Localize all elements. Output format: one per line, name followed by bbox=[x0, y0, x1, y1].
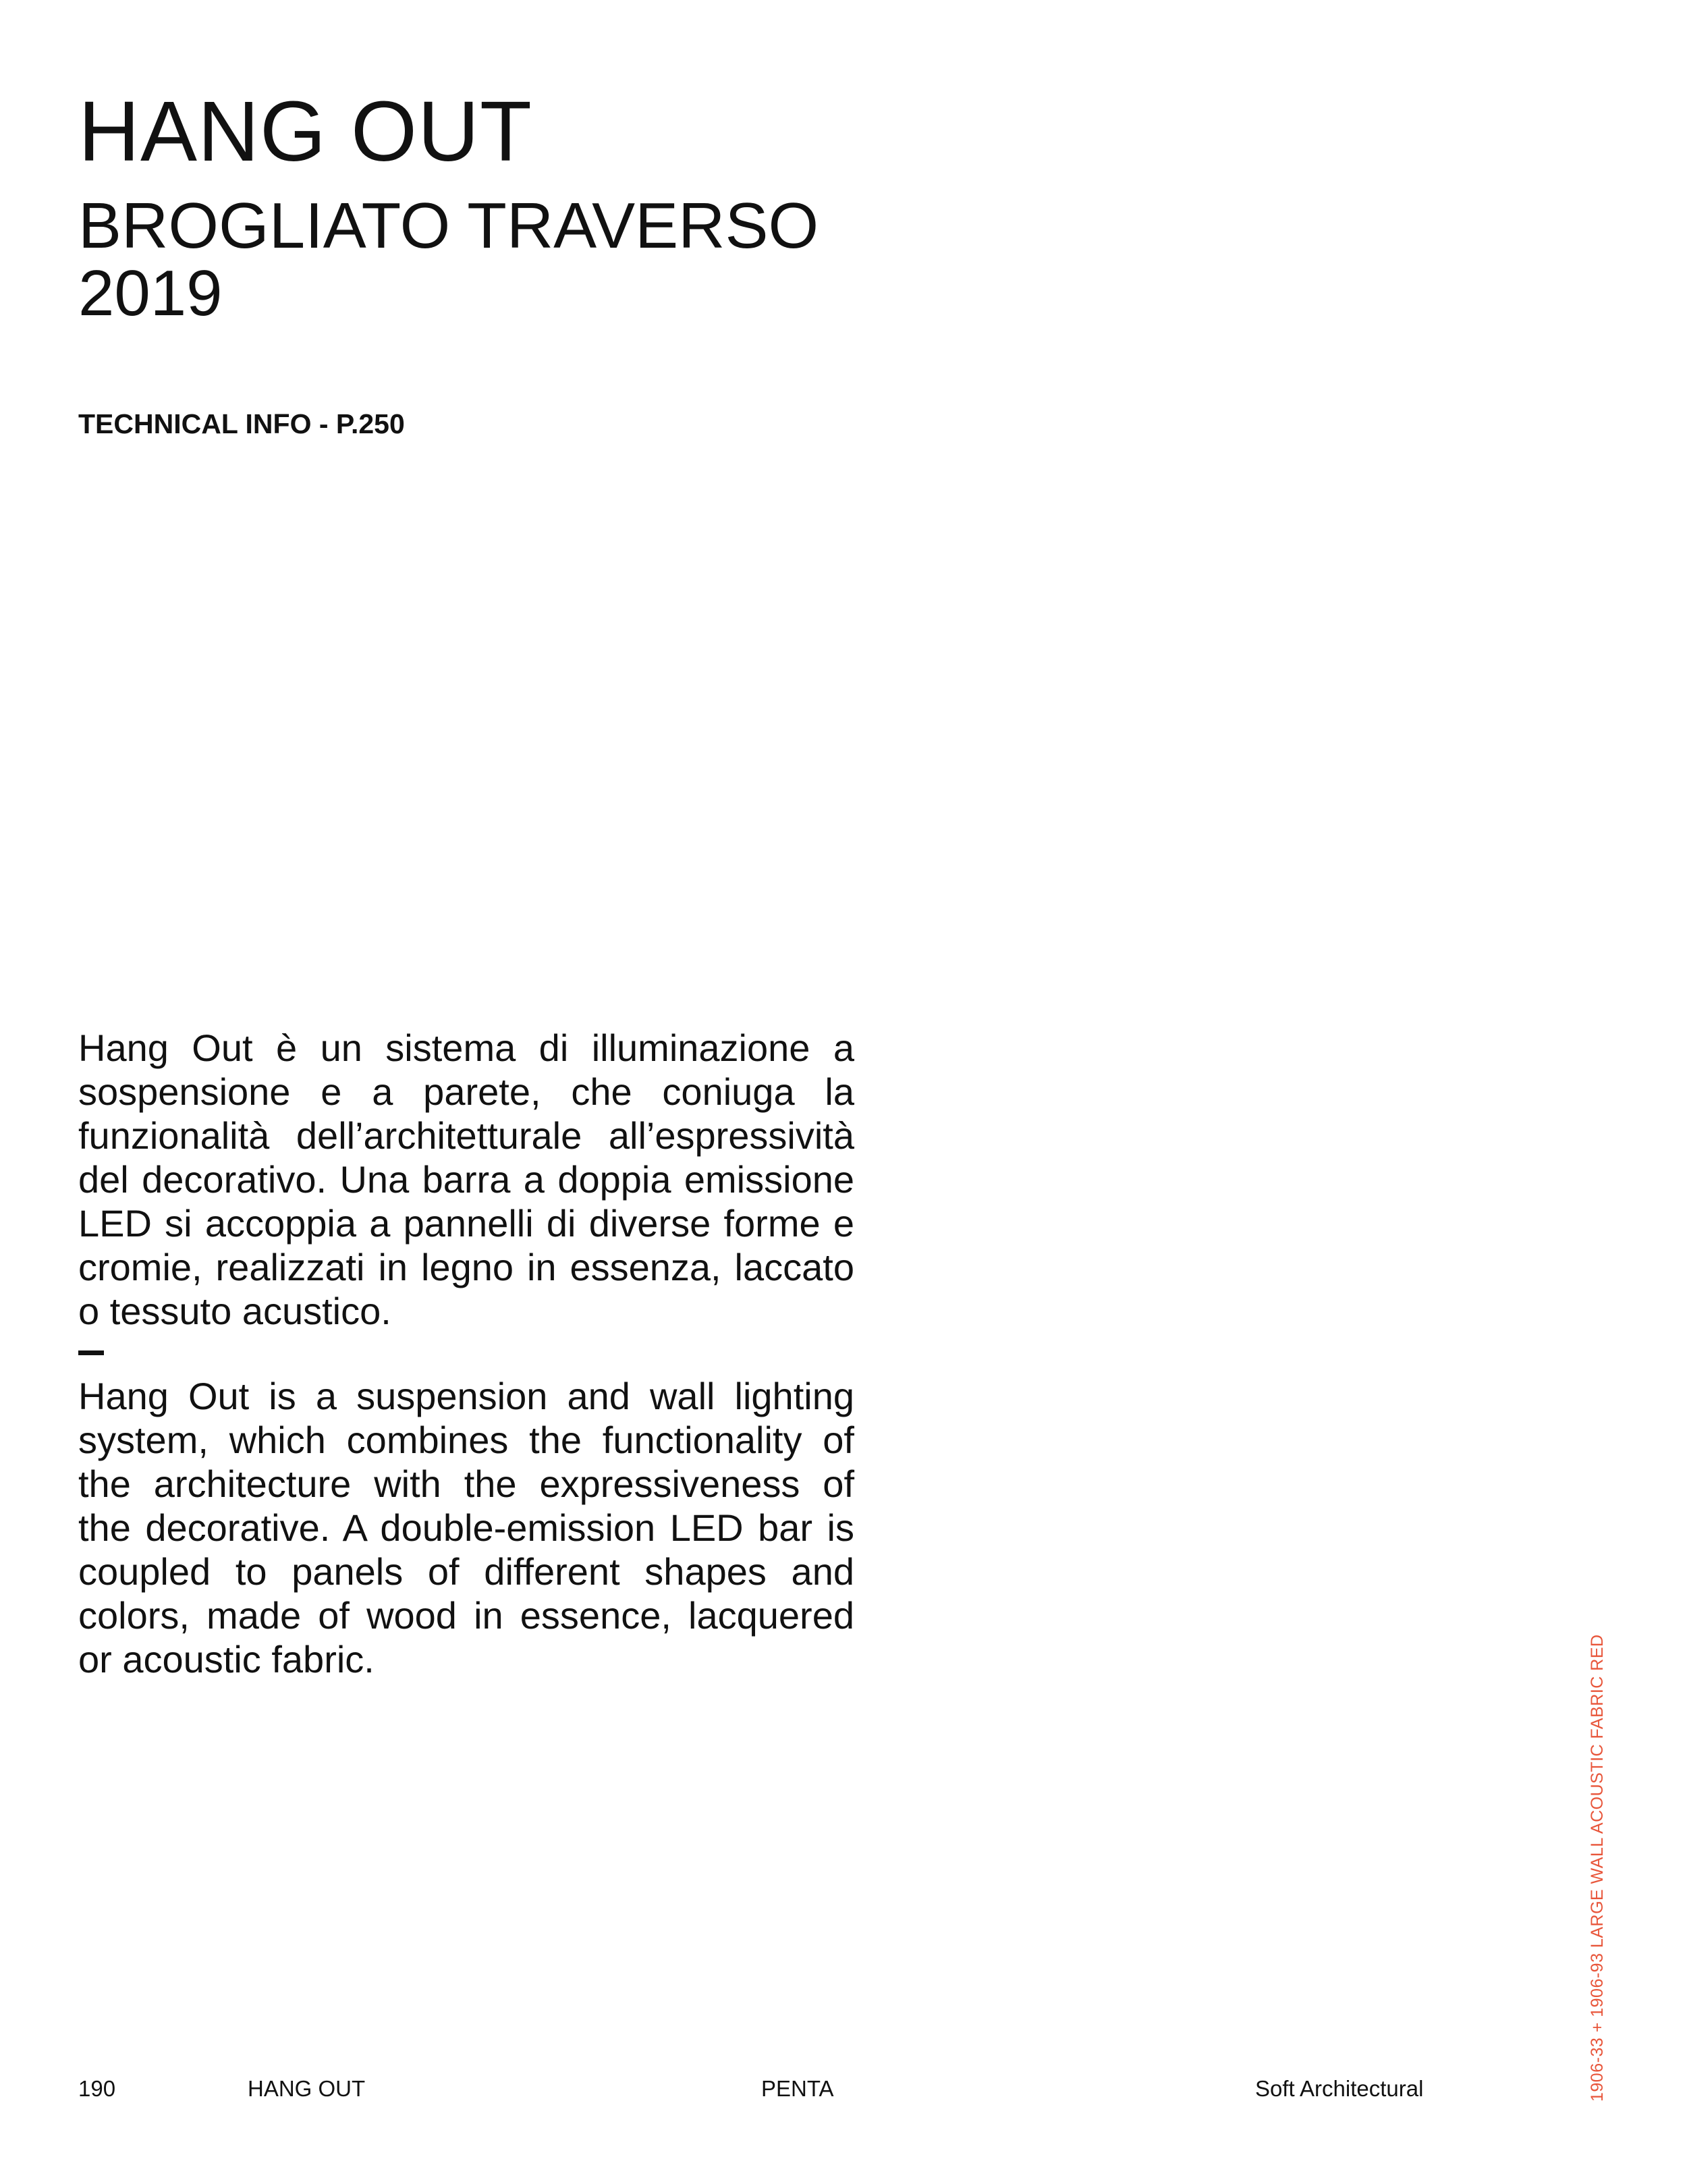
page-number: 190 bbox=[78, 2076, 116, 2101]
footer-product: HANG OUT bbox=[248, 2076, 366, 2101]
technical-info-link[interactable]: TECHNICAL INFO - P.250 bbox=[78, 408, 405, 439]
year: 2019 bbox=[78, 257, 223, 329]
footer-section: Soft Architectural bbox=[1255, 2076, 1424, 2101]
footer-brand: PENTA bbox=[761, 2076, 834, 2101]
designer-name: BROGLIATO TRAVERSO bbox=[78, 190, 819, 262]
description-english: Hang Out is a suspension and wall lighting system, which combines the functionality of the architecture with the expressiveness of the decorative. A double-emission LED bar is coupled to panels of different shapes and colors, made of wood in essence, lacquered or acoustic fabric. bbox=[78, 1375, 854, 1681]
side-caption: 1906-33 + 1906-93 LARGE WALL ACOUSTIC FABRIC RED bbox=[1588, 1634, 1607, 2102]
designer-and-year bbox=[78, 192, 819, 327]
description bbox=[78, 1026, 854, 1681]
separator-dash bbox=[78, 1350, 104, 1355]
description-italian: Hang Out è un sistema di illuminazione a sospensione e a parete, che coniuga la funzionalità dell’architetturale all’espressività del decorativo. Una barra a doppia emissione LED si accoppia a pannelli di diverse forme e cromie, realizzati in legno in essenza, laccato o tessuto acustico. bbox=[78, 1027, 854, 1332]
product-title: HANG OUT bbox=[78, 84, 533, 179]
